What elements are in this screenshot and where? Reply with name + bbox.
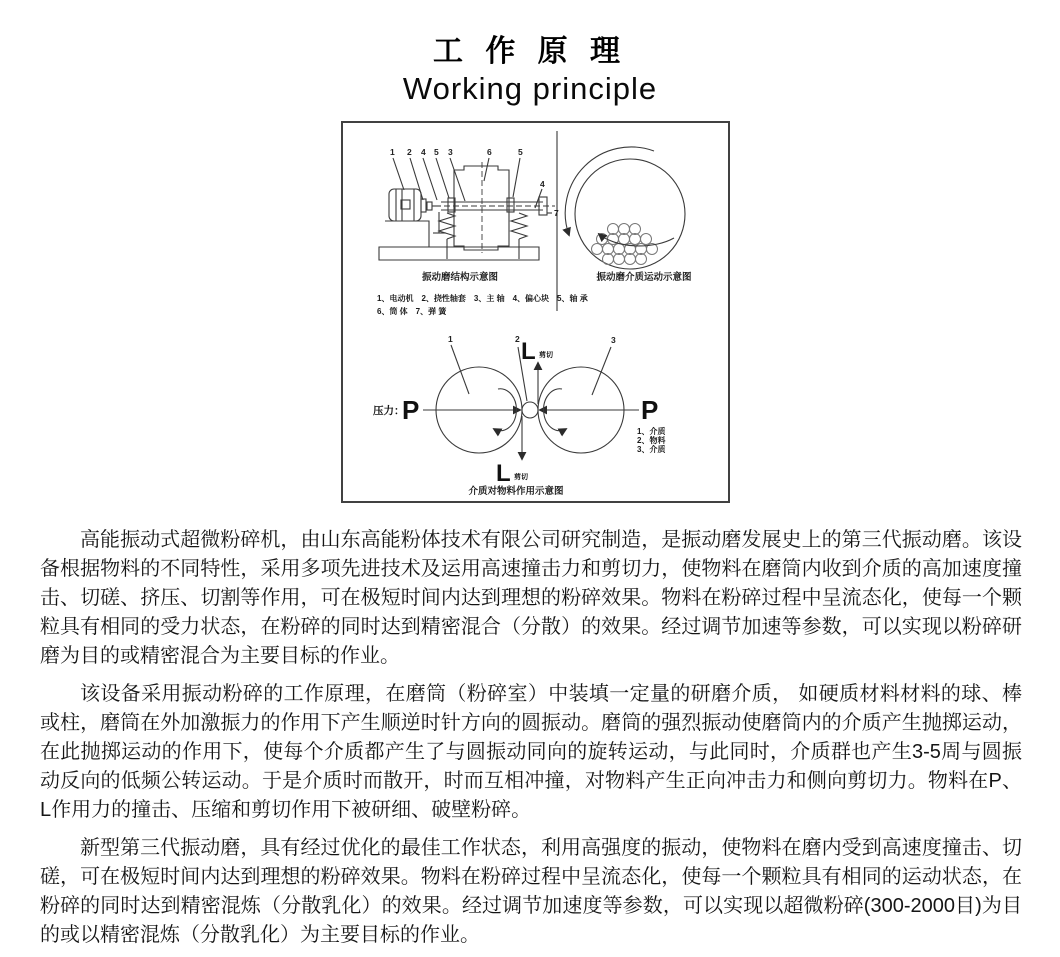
media-motion-diagram — [565, 147, 692, 283]
callout-6: 6 — [487, 147, 492, 157]
l-bottom: L — [496, 460, 511, 487]
callout-5: 5 — [434, 147, 439, 157]
figure-canvas — [343, 123, 728, 501]
body-text — [40, 526, 1022, 950]
l-bottom-sub: 剪切 — [514, 474, 528, 481]
l-top-sub: 剪切 — [539, 352, 553, 359]
callout-7: 7 — [554, 208, 559, 218]
material-particle — [522, 402, 538, 418]
callout-3: 3 — [448, 147, 453, 157]
callout-5b: 5 — [518, 147, 523, 157]
base-slab — [379, 247, 539, 260]
p-right: P — [641, 395, 659, 425]
paragraph-1: 高能振动式超微粉碎机，由山东高能粉体技术有限公司研究制造，是振动磨发展史上的第三代振动磨。该设备根据物料的不同特性，采用多项先进技术及运用高速撞击力和剪切力，使物料在磨筒内收到介质的高加速度撞击、切磋、挤压、切割等作用，可在极短时间内达到理想的粉碎效果。物料在粉碎过程中呈流态化，使每一个颗粒具有相同的受力状态，在粉碎的同时达到精密混合（分散）的效果。经过调节加速等参数，可以实现以粉碎研磨为目的或精密混合为主要目标的作业。 — [40, 529, 1022, 667]
callout-4b: 4 — [540, 179, 545, 189]
l-top: L — [521, 338, 536, 365]
media-motion-caption: 振动磨介质运动示意图 — [596, 272, 692, 283]
action-callout-1: 1 — [448, 334, 453, 344]
paragraph-3: 新型第三代振动磨，具有经过优化的最佳工作状态，利用高强度的振动，使物料在磨内受到高速度撞击、切磋，可在极短时间内达到理想的粉碎效果。物料在粉碎过程中呈流态化，使每一个颗粒具有相同的运动状态，在粉碎的同时达到精密混炼（分散乳化）的效果。经过调节加速度等参数，可以实现以超微粉碎(300-2000目)为目的或以精密混炼（分散乳化）为主要目标的作业。 — [40, 837, 1022, 946]
coupling — [421, 199, 426, 212]
paragraph-2: 该设备采用振动粉碎的工作原理，在磨筒（粉碎室）中装填一定量的研磨介质， 如硬质材料材料的球、棒或柱，磨筒在外加激振力的作用下产生顺逆时针方向的圆振动。磨筒的强烈振动使磨筒内的介质产生抛掷运动，在此抛掷运动的作用下，使每个介质都产生了与圆振动同向的旋转运动，与此同时，介质群也产生3-5周与圆振动反向的低频公转运动。于是介质时而散开，时而互相冲撞，对物料产生正向冲击力和侧向剪切力。物料在P、L作用力的撞击、压缩和剪切作用下被研细、破壁粉碎。 — [40, 683, 1022, 821]
page-title: 工 作 原 理 — [432, 35, 627, 68]
spring-left — [439, 213, 455, 239]
action-callout-2: 2 — [515, 334, 520, 344]
structure-legend-1: 1、电动机 2、挠性轴套 3、主 轴 4、偏心块 5、轴 承 — [377, 294, 588, 303]
cylinder-body — [454, 166, 509, 250]
callout-4: 4 — [421, 147, 426, 157]
action-caption: 介质对物料作用示意图 — [468, 486, 564, 497]
spring-right — [511, 213, 527, 239]
mill-structure-diagram — [377, 147, 588, 316]
action-legend-3: 3、介质 — [637, 445, 666, 454]
mill-drum-circle — [575, 159, 685, 269]
working-principle-figure — [341, 121, 730, 503]
pressure-label: 压力： — [373, 405, 405, 417]
media-action-diagram — [373, 334, 665, 497]
callout-2: 2 — [407, 147, 412, 157]
action-legend-1: 1、介质 — [637, 427, 666, 436]
grinding-balls — [592, 224, 658, 265]
action-callout-3: 3 — [611, 335, 616, 345]
p-left: P — [402, 395, 420, 425]
structure-caption: 振动磨结构示意图 — [421, 272, 499, 283]
callout-1: 1 — [390, 147, 395, 157]
motor-pedestal — [385, 221, 429, 247]
action-legend-2: 2、物料 — [637, 436, 666, 445]
page-subtitle: Working principle — [402, 71, 658, 106]
motor-body — [389, 189, 421, 221]
structure-legend-2: 6、筒 体 7、弹 簧 — [377, 307, 447, 316]
